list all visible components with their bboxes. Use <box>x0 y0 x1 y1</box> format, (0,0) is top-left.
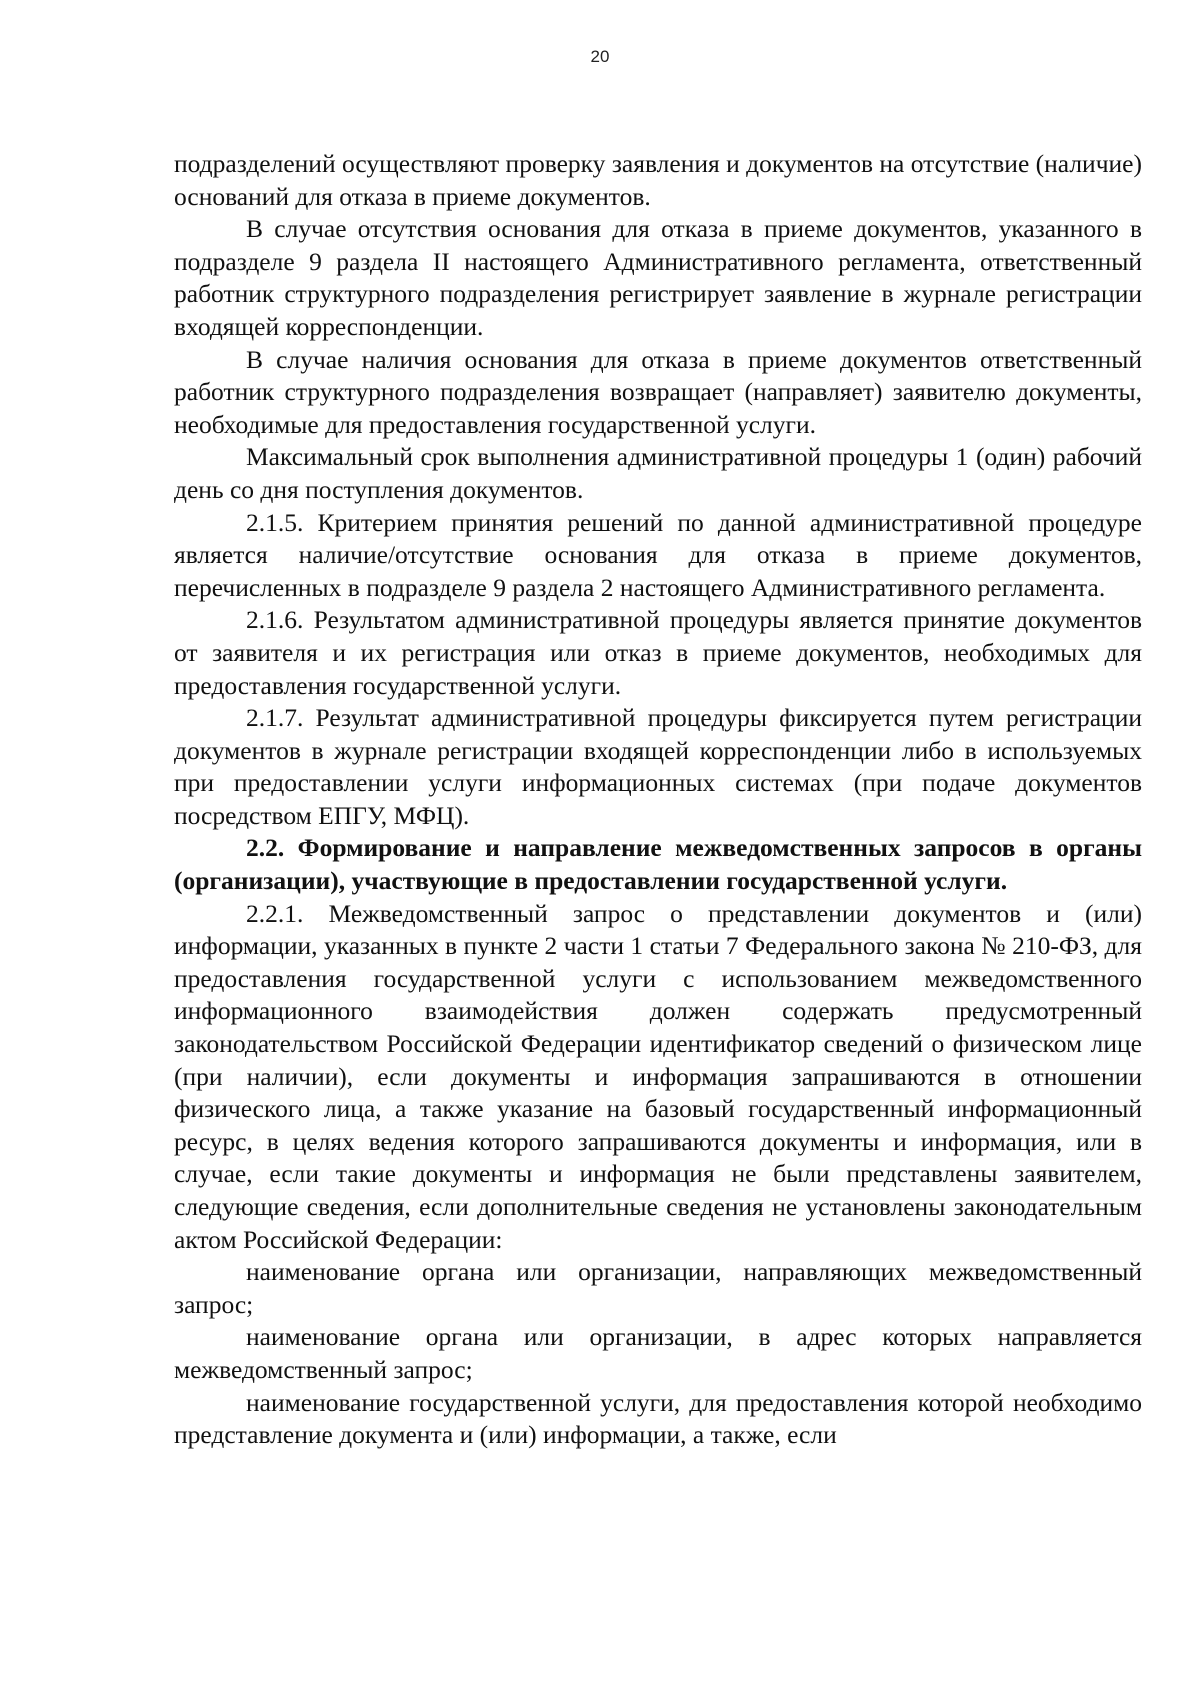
document-body <box>174 148 1142 1452</box>
paragraph-2: В случае отсутствия основания для отказа в приеме документов, указанного в подразделе 9 раздела II настоящего Административного регламента, ответственный работник структурного подразделения регистрирует заявление в журнале регистрации входящей корреспонденции. <box>174 214 1142 341</box>
paragraph-3: В случае наличия основания для отказа в приеме документов ответственный работник структурного подразделения возвращает (направляет) заявителю документы, необходимые для предоставления государственной услуги. <box>174 344 1142 439</box>
paragraph-2-1-7: 2.1.7. Результат административной процедуры фиксируется путем регистрации документов в журнале регистрации входящей корреспонденции либо в используемых при предоставлении услуги информационных системах (при подаче документов посредством ЕПГУ, МФЦ). <box>174 703 1142 830</box>
page-number: 20 <box>590 47 610 66</box>
list-item-service-name: наименование государственной услуги, для предоставления которой необходимо представление документа и (или) информации, а также, если <box>174 1387 1142 1450</box>
paragraph-2-1-6: 2.1.6. Результатом административной процедуры является принятие документов от заявителя и их регистрация или отказ в приеме документов, необходимых для предоставления государственной услуги. <box>174 605 1142 700</box>
paragraph-4: Максимальный срок выполнения административной процедуры 1 (один) рабочий день со дня поступления документов. <box>174 442 1142 504</box>
list-item-recipient-body: наименование органа или организации, в адрес которых направляется межведомственный запрос; <box>174 1322 1142 1384</box>
paragraph-2-2-1: 2.2.1. Межведомственный запрос о представлении документов и (или) информации, указанных в пункте 2 части 1 статьи 7 Федерального закона № 210-ФЗ, для предоставления государственной услуги с использованием межведомственного информационного взаимодействия должен содержать предусмотренный законодательством Российской Федерации идентификатор сведений о физическом лице (при наличии), если документы и информация запрашиваются в отношении физического лица, а также указание на базовый государственный информационный ресурс, в целях ведения которого запрашиваются документы и информация, или в случае, если такие документы и информация не были представлены заявителем, следующие сведения, если дополнительные сведения не установлены законодательным актом Российской Федерации: <box>174 898 1142 1254</box>
paragraph-1: подразделений осуществляют проверку заявления и документов на отсутствие (наличие) оснований для отказа в приеме документов. <box>174 149 1142 211</box>
section-heading-2-2: 2.2. Формирование и направление межведомственных запросов в органы (организации), участвующие в предоставлении государственной услуги. <box>174 833 1142 896</box>
paragraph-2-1-5: 2.1.5. Критерием принятия решений по данной административной процедуре является наличие/отсутствие основания для отказа в приеме документов, перечисленных в подразделе 9 раздела 2 настоящего Административного регламента. <box>174 507 1142 602</box>
list-item-requesting-body: наименование органа или организации, направляющих межведомственный запрос; <box>174 1257 1142 1319</box>
